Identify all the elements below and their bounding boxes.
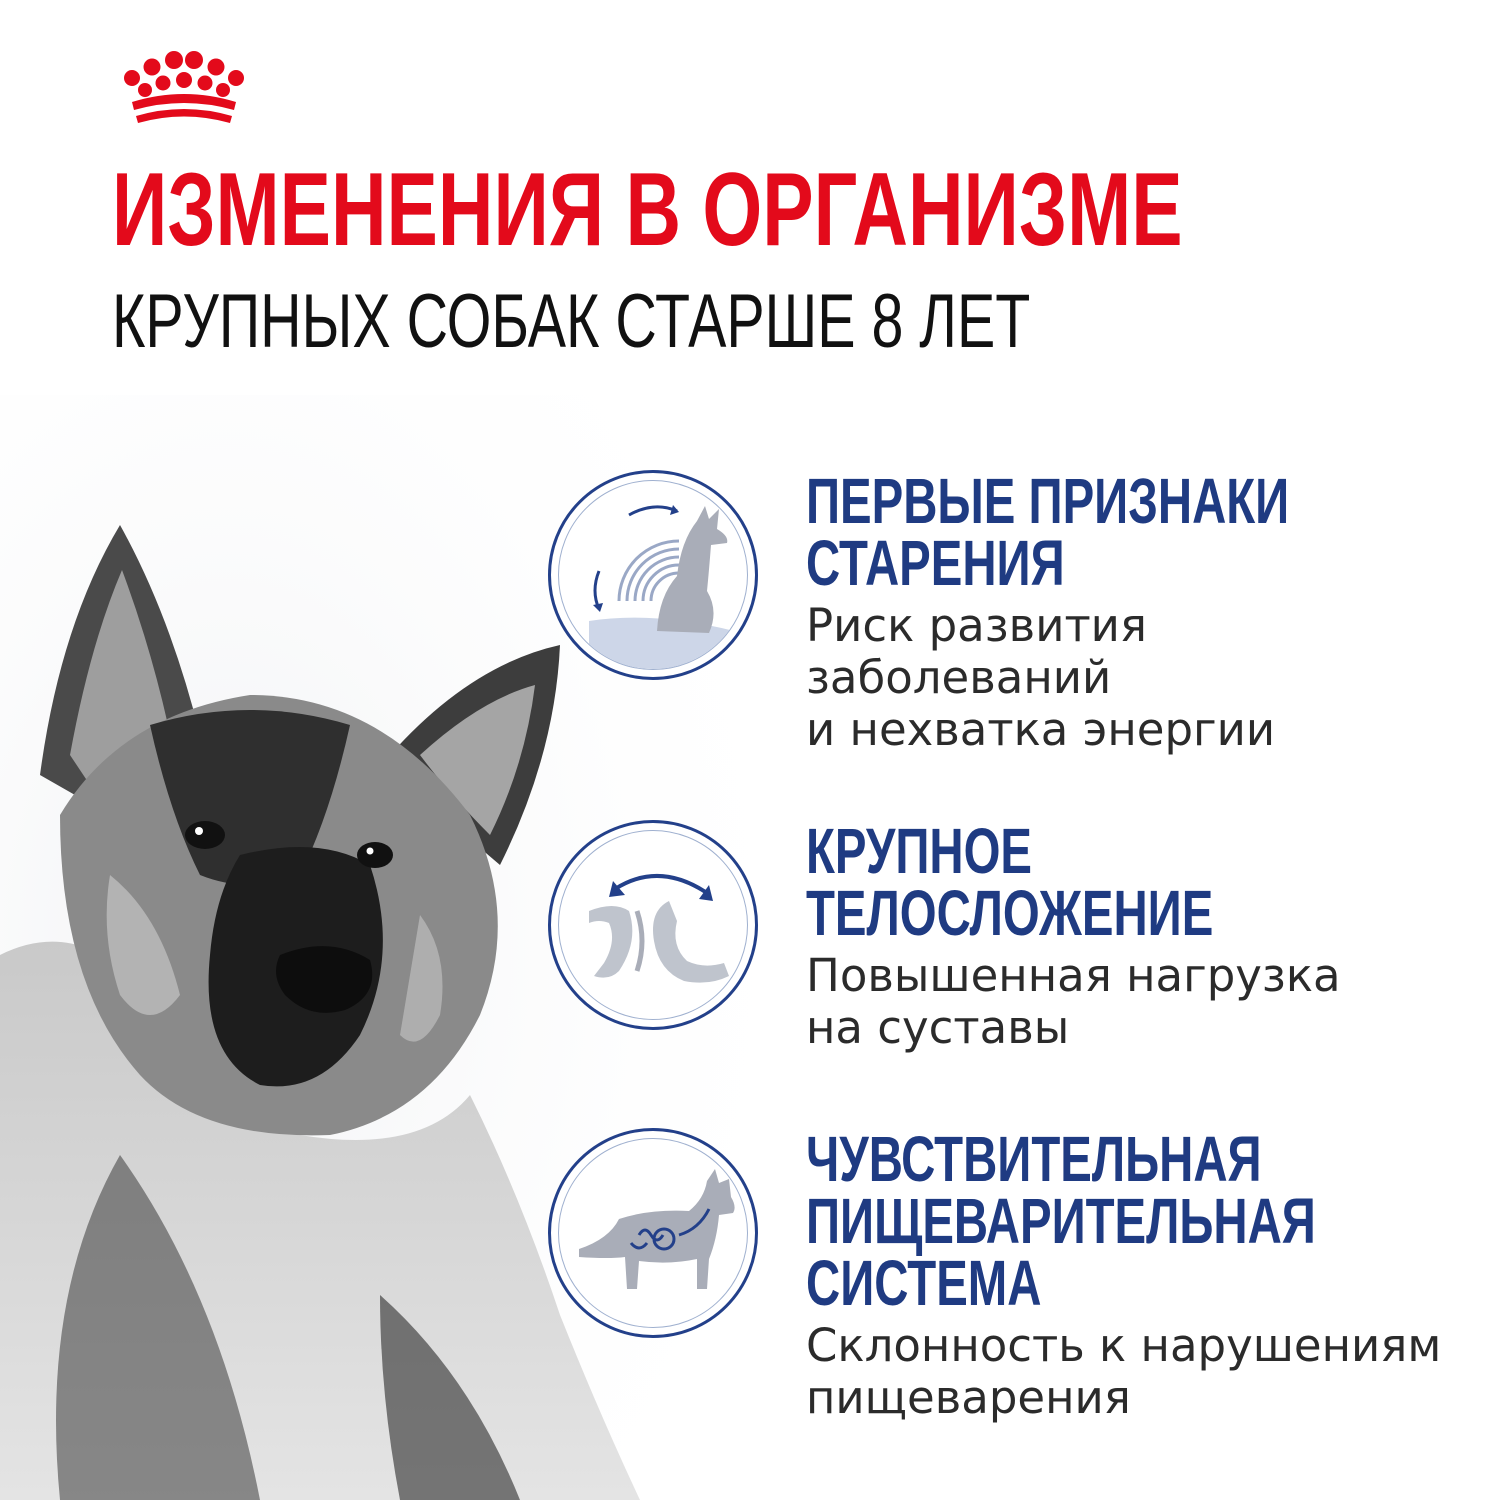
feature-badge: [548, 820, 758, 1030]
page-title: ИЗМЕНЕНИЯ В ОРГАНИЗМЕ: [112, 152, 1183, 268]
feature-description: Повышенная нагрузка на суставы: [806, 949, 1341, 1054]
feature-description: Риск развития заболеваний и нехватка энергии: [806, 599, 1276, 756]
digestive-system-icon: [559, 1139, 748, 1328]
feature-title: КРУПНОЕ ТЕЛОСЛОЖЕНИЕ: [806, 815, 1214, 949]
feature-badge: [548, 470, 758, 680]
page-subtitle: КРУПНЫХ СОБАК СТАРШЕ 8 ЛЕТ: [112, 279, 1031, 364]
feature-badge: [548, 1128, 758, 1338]
aging-dog-icon: [559, 481, 748, 670]
joint-icon: [559, 831, 748, 1020]
feature-title: ЧУВСТВИТЕЛЬНАЯ ПИЩЕВАРИТЕЛЬНАЯ СИСТЕМА: [806, 1123, 1316, 1319]
feature-title: ПЕРВЫЕ ПРИЗНАКИ СТАРЕНИЯ: [806, 465, 1290, 599]
feature-description: Склонность к нарушениям пищеварения: [806, 1319, 1442, 1424]
crown-icon: [118, 50, 250, 128]
